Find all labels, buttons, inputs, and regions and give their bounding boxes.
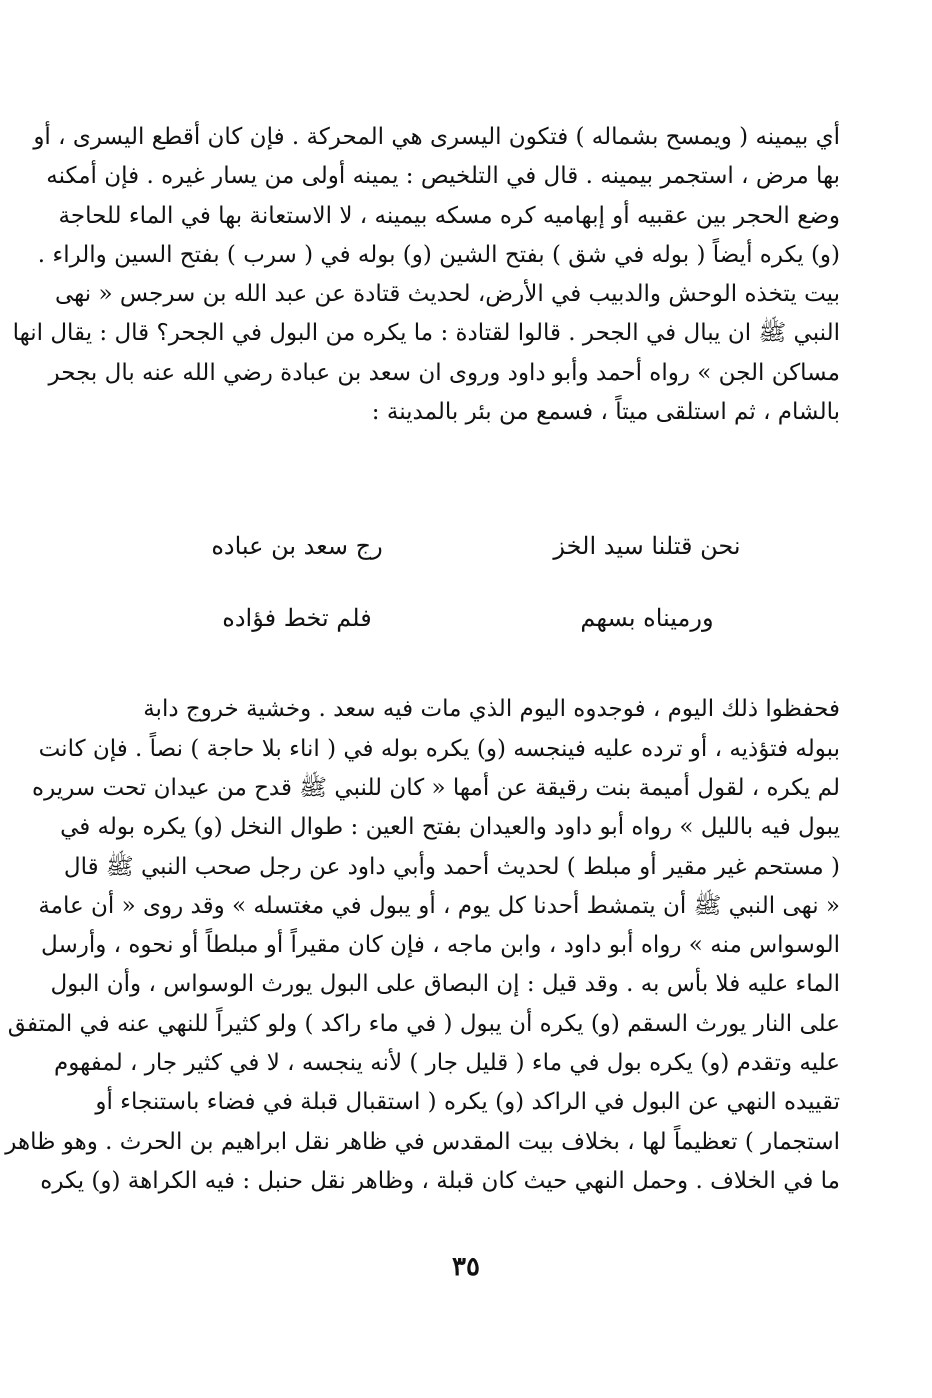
- text-line: بيت يتخذه الوحش والدبيب في الأرض، لحديث قتادة عن عبد الله بن سرجس « نهى: [54, 281, 840, 308]
- text-line: تقييده النهي عن البول في الراكد (و) يكره ( استقبال قبلة في فضاء باستنجاء أو: [95, 1089, 840, 1116]
- text-line: الماء عليه فلا بأس به . وقد قيل : إن البصاق على البول يورث الوسواس ، وأن البول: [50, 971, 840, 998]
- text-line: وضع الحجر بين عقبيه أو إبهاميه كره مسكه بيمينه ، لا الاستعانة بها في الماء للحاجة: [58, 202, 840, 229]
- text-line: الوسواس منه » رواه أبو داود ، وابن ماجه ، فإن كان مقيراً أو مبلطاً أو نحوه ، وأرسل: [41, 932, 840, 959]
- paragraph-1: [12, 118, 840, 432]
- text-line: أي بيمينه ( ويمسح بشماله ) فتكون اليسرى هي المحركة . فإن كان أقطع اليسرى ، أو: [33, 124, 840, 150]
- poem-verse: [104, 510, 840, 582]
- verse-second-hemistich: فلم تخط فؤاده: [222, 604, 372, 633]
- text-line: بها مرض ، استجمر بيمينه . قال في التلخيص : يمينه أولى من يسار غيره . فإن أمكنه: [46, 163, 840, 190]
- page-number: ٣٥: [452, 1252, 480, 1282]
- text-line: بالشام ، ثم استلقى ميتاً ، فسمع من بئر بالمدينة :: [371, 399, 840, 426]
- text-line: يبول فيه بالليل » رواه أبو داود والعيدان بفتح العين : طوال النخل (و) يكره بوله في: [60, 814, 840, 841]
- text-line: النبي ﷺ ان يبال في الجحر . قالوا لقتادة : ما يكره من البول في الجحر؟ قال : يقال انها: [12, 320, 840, 347]
- text-line: ( مستحم غير مقير أو مبلط ) لحديث أحمد وأبي داود عن رجل صحب النبي ﷺ قال: [63, 853, 840, 880]
- text-line: مساكن الجن » رواه أحمد وأبو داود وروى ان سعد بن عبادة رضي الله عنه بال بجحر: [48, 359, 840, 386]
- text-line: ببوله فتؤذيه ، أو ترده عليه فينجسه (و) يكره بوله في ( اناء بلا حاجة ) نصاً . فإن كانت: [38, 735, 840, 762]
- paragraph-2: [5, 690, 840, 1201]
- text-line: عليه وتقدم (و) يكره بول في ماء ( قليل جار ) لأنه ينجسه ، لا في كثير جار ، لمفهوم: [54, 1050, 840, 1077]
- poem-verse: [104, 582, 840, 654]
- poem-verses: [104, 510, 840, 654]
- text-line: (و) يكره أيضاً ( بوله في شق ) بفتح الشين (و) بوله في ( سرب ) بفتح السين والراء .: [37, 241, 840, 268]
- text-line: ما في الخلاف . وحمل النهي حيث كان قبلة ، وظاهر نقل حنبل : فيه الكراهة (و) يكره: [40, 1167, 840, 1194]
- text-line: استجمار ) تعظيماً لها ، بخلاف بيت المقدس في ظاهر نقل ابراهيم بن الحرث . وهو ظاهر: [5, 1128, 840, 1155]
- text-line: لم يكره ، لقول أميمة بنت رقيقة عن أمها « كان للنبي ﷺ قدح من عيدان تحت سريره: [32, 774, 840, 801]
- verse-second-hemistich: رج سعد بن عباده: [211, 532, 383, 561]
- verse-first-hemistich: ورميناه بسهم: [580, 604, 714, 633]
- text-line: « نهى النبي ﷺ أن يتمشط أحدنا كل يوم ، أو يبول في مغتسله » وقد روى « أن عامة: [38, 892, 840, 919]
- text-line: فحفظوا ذلك اليوم ، فوجدوه اليوم الذي مات فيه سعد . وخشية خروج دابة: [143, 696, 840, 723]
- verse-first-hemistich: نحن قتلنا سيد الخز: [553, 532, 741, 561]
- text-line: على النار يورث السقم (و) يكره أن يبول ( في ماء راكد ) ولو كثيراً للنهي عنه في المتفق: [7, 1010, 840, 1037]
